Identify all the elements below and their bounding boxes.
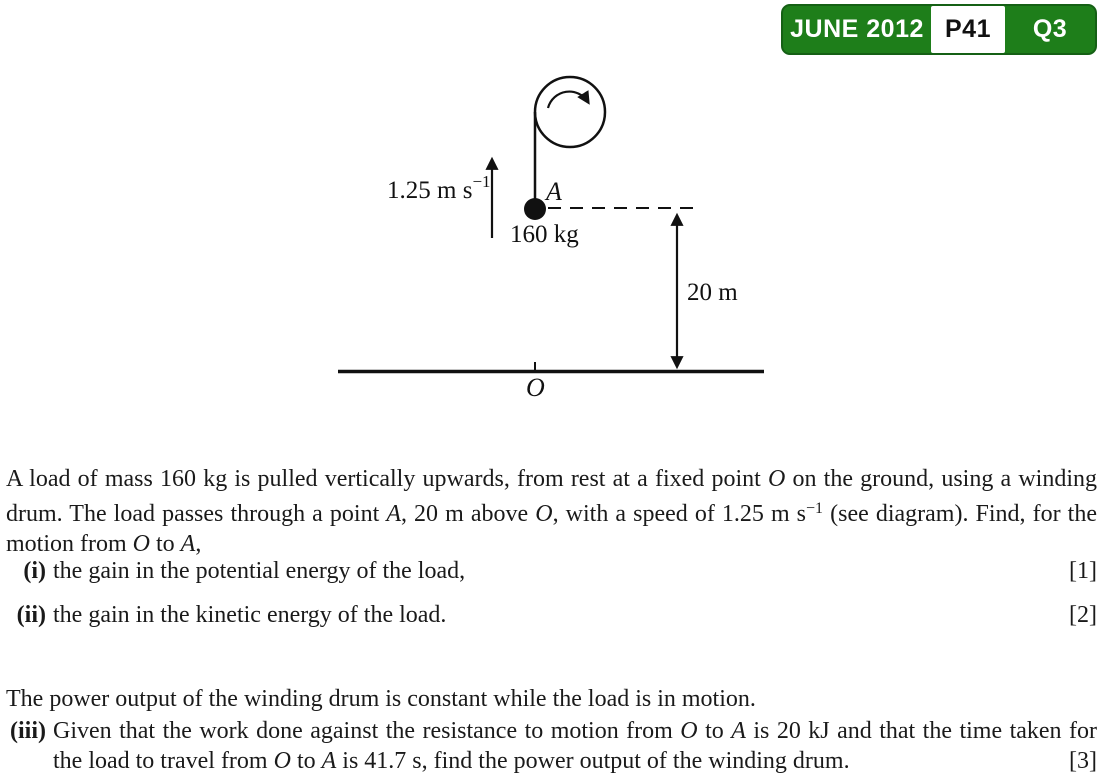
- item-marker: (i): [23, 558, 46, 584]
- origin-label: O: [526, 373, 545, 402]
- power-note: The power output of the winding drum is constant while the load is in motion.: [6, 686, 756, 712]
- item-marker: (iii): [10, 718, 46, 744]
- intro-text-segment: to: [150, 531, 181, 557]
- var-O: O: [535, 501, 553, 527]
- item-text-segment: Given that the work done against the resistance to motion from: [53, 718, 681, 744]
- item-marks: [1]: [1069, 558, 1097, 584]
- question-item-iii: [6, 716, 1097, 776]
- question-item-ii: [6, 600, 1097, 630]
- intro-text-segment: on the ground, using a winding drum. The load passes through a point: [6, 466, 1097, 527]
- item-text-segment: to: [290, 748, 322, 774]
- intro-text-segment: (see diagram). Find, for the motion from: [6, 501, 1097, 557]
- item-marks: [2]: [1069, 602, 1097, 628]
- intro-text-segment: ,: [195, 531, 202, 557]
- var-O: O: [680, 718, 698, 744]
- question-item-i: [6, 556, 1097, 586]
- question-intro: [6, 464, 1097, 559]
- var-O: O: [273, 748, 291, 774]
- intro-text-segment: A load of mass 160 kg is pulled vertically upwards, from rest at a fixed point: [6, 466, 768, 492]
- badge-paper-label: P41: [931, 6, 1005, 53]
- item-marks: [3]: [1069, 748, 1097, 774]
- item-text-segment: to: [697, 718, 732, 744]
- badge-question-label: Q3: [1032, 15, 1068, 43]
- badge-session-label: JUNE 2012: [790, 15, 924, 43]
- load-dot: [524, 198, 546, 220]
- height-label: 20 m: [687, 279, 738, 306]
- item-marker: (ii): [16, 602, 46, 628]
- var-A: A: [180, 531, 196, 557]
- winding-drum-icon: [535, 77, 605, 147]
- item-text-segment: is 20 kJ and that the time taken for the load to travel from: [53, 718, 1098, 774]
- item-text: the gain in the potential energy of the load,: [53, 558, 466, 584]
- var-A: A: [386, 501, 401, 527]
- superscript-exponent: −1: [806, 500, 824, 517]
- item-text-segment: is 41.7 s, find the power output of the winding drum.: [336, 748, 850, 774]
- intro-text-segment: , 20 m above: [400, 501, 536, 527]
- speed-label: 1.25 m $s^{-1}$: [387, 172, 491, 204]
- intro-text-segment: , with a speed of 1.25 m s: [552, 501, 807, 527]
- var-A: A: [731, 718, 746, 744]
- point-a-label: A: [546, 177, 562, 206]
- item-text: the gain in the kinetic energy of the load.: [53, 602, 447, 628]
- var-O: O: [132, 531, 150, 557]
- mass-label: 160 kg: [510, 221, 579, 248]
- var-O: O: [767, 466, 786, 492]
- var-A: A: [321, 748, 337, 774]
